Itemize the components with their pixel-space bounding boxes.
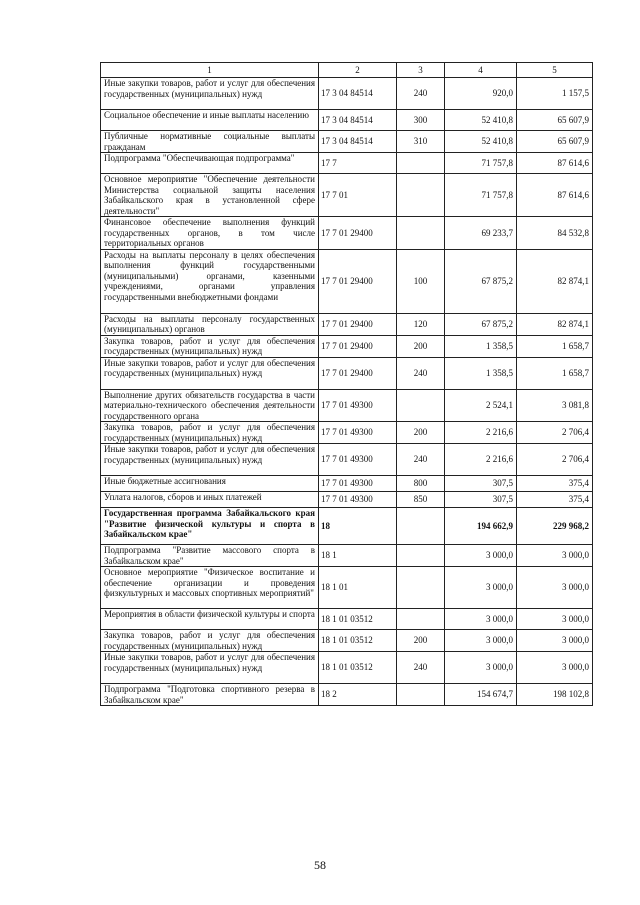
row-code-cell: 17 3 04 84514 xyxy=(319,78,397,110)
row-value-1-cell: 3 000,0 xyxy=(445,630,517,652)
row-kind-cell: 200 xyxy=(397,630,445,652)
row-code-cell: 17 7 01 29400 xyxy=(319,357,397,389)
row-value-1-cell: 2 524,1 xyxy=(445,389,517,422)
row-kind-cell: 310 xyxy=(397,131,445,153)
row-kind-cell: 120 xyxy=(397,313,445,335)
header-col-4: 4 xyxy=(445,63,517,78)
row-name-cell: Иные закупки товаров, работ и услуг для обеспечения государственных (муниципальных) нужд xyxy=(101,652,319,684)
row-kind-cell: 850 xyxy=(397,492,445,508)
row-value-1-cell: 3 000,0 xyxy=(445,545,517,567)
row-value-2-cell: 84 532,8 xyxy=(517,217,593,250)
row-value-2-cell: 1 658,7 xyxy=(517,335,593,357)
row-kind-cell: 100 xyxy=(397,249,445,313)
row-value-1-cell: 67 875,2 xyxy=(445,249,517,313)
row-name-cell: Закупка товаров, работ и услуг для обеспечения государственных (муниципальных) нужд xyxy=(101,335,319,357)
table-row xyxy=(101,110,593,131)
row-code-cell: 17 7 01 29400 xyxy=(319,335,397,357)
table-row xyxy=(101,174,593,217)
row-name-cell: Расходы на выплаты персоналу государственных (муниципальных) органов xyxy=(101,313,319,335)
row-code-cell: 17 7 01 49300 xyxy=(319,422,397,444)
row-value-1-cell: 194 662,9 xyxy=(445,508,517,545)
row-value-2-cell: 87 614,6 xyxy=(517,153,593,174)
table-row xyxy=(101,422,593,444)
row-kind-cell xyxy=(397,153,445,174)
row-name-cell: Расходы на выплаты персоналу в целях обеспечения выполнения функций государственными (муниципальными) органами, казенными учреждениями, органами управления государственными внебюджетными фондами xyxy=(101,249,319,313)
table-row xyxy=(101,476,593,492)
row-name-cell: Закупка товаров, работ и услуг для обеспечения государственных (муниципальных) нужд xyxy=(101,422,319,444)
table-row xyxy=(101,444,593,476)
row-name-cell: Социальное обеспечение и иные выплаты населению xyxy=(101,110,319,131)
row-value-1-cell: 52 410,8 xyxy=(445,110,517,131)
row-kind-cell xyxy=(397,217,445,250)
row-name-cell: Иные закупки товаров, работ и услуг для обеспечения государственных (муниципальных) нужд xyxy=(101,444,319,476)
table-row xyxy=(101,492,593,508)
row-value-1-cell: 154 674,7 xyxy=(445,684,517,706)
row-value-2-cell: 3 000,0 xyxy=(517,545,593,567)
row-kind-cell xyxy=(397,174,445,217)
row-name-cell: Государственная программа Забайкальского края "Развитие физической культуры и спорта в Забайкальском крае" xyxy=(101,508,319,545)
row-name-cell: Иные закупки товаров, работ и услуг для обеспечения государственных (муниципальных) нужд xyxy=(101,357,319,389)
header-row xyxy=(101,63,593,78)
row-value-1-cell: 920,0 xyxy=(445,78,517,110)
row-value-2-cell: 2 706,4 xyxy=(517,444,593,476)
row-kind-cell: 240 xyxy=(397,444,445,476)
row-value-1-cell: 3 000,0 xyxy=(445,567,517,609)
row-name-cell: Публичные нормативные социальные выплаты гражданам xyxy=(101,131,319,153)
row-value-1-cell: 2 216,6 xyxy=(445,444,517,476)
row-code-cell: 17 3 04 84514 xyxy=(319,131,397,153)
table-row xyxy=(101,630,593,652)
row-name-cell: Иные закупки товаров, работ и услуг для обеспечения государственных (муниципальных) нужд xyxy=(101,78,319,110)
row-value-2-cell: 375,4 xyxy=(517,476,593,492)
row-name-cell: Основное мероприятие "Физическое воспитание и обеспечение организации и проведения физкультурных и массовых спортивных мероприятий" xyxy=(101,567,319,609)
row-code-cell: 18 1 01 xyxy=(319,567,397,609)
table-row xyxy=(101,131,593,153)
table-row xyxy=(101,567,593,609)
row-name-cell: Выполнение других обязательств государства в части материально-технического обеспечения деятельности государственного органа xyxy=(101,389,319,422)
header-col-2: 2 xyxy=(319,63,397,78)
row-code-cell: 18 2 xyxy=(319,684,397,706)
row-name-cell: Основное мероприятие "Обеспечение деятельности Министерства социальной защиты населения Забайкальского края в установленной сфере деятельности" xyxy=(101,174,319,217)
header-col-5: 5 xyxy=(517,63,593,78)
table-row xyxy=(101,357,593,389)
row-code-cell: 17 7 01 29400 xyxy=(319,313,397,335)
row-name-cell: Подпрограмма "Подготовка спортивного резерва в Забайкальском крае" xyxy=(101,684,319,706)
page-number: 58 xyxy=(314,858,326,872)
row-value-1-cell: 1 358,5 xyxy=(445,335,517,357)
budget-table xyxy=(100,62,593,706)
table-row xyxy=(101,545,593,567)
row-value-2-cell: 1 658,7 xyxy=(517,357,593,389)
table-row xyxy=(101,249,593,313)
row-value-2-cell: 65 607,9 xyxy=(517,131,593,153)
table-row xyxy=(101,335,593,357)
row-value-2-cell: 3 000,0 xyxy=(517,567,593,609)
row-value-2-cell: 2 706,4 xyxy=(517,422,593,444)
row-value-1-cell: 71 757,8 xyxy=(445,153,517,174)
row-code-cell: 17 7 xyxy=(319,153,397,174)
table-row xyxy=(101,508,593,545)
row-code-cell: 17 7 01 49300 xyxy=(319,444,397,476)
row-value-2-cell: 82 874,1 xyxy=(517,313,593,335)
row-code-cell: 18 1 xyxy=(319,545,397,567)
row-kind-cell xyxy=(397,567,445,609)
row-code-cell: 18 1 01 03512 xyxy=(319,630,397,652)
row-kind-cell xyxy=(397,545,445,567)
row-kind-cell: 240 xyxy=(397,78,445,110)
row-code-cell: 17 7 01 49300 xyxy=(319,492,397,508)
row-name-cell: Мероприятия в области физической культуры и спорта xyxy=(101,609,319,630)
row-value-2-cell: 229 968,2 xyxy=(517,508,593,545)
table-row xyxy=(101,153,593,174)
row-value-1-cell: 52 410,8 xyxy=(445,131,517,153)
row-code-cell: 17 7 01 29400 xyxy=(319,249,397,313)
row-kind-cell: 800 xyxy=(397,476,445,492)
row-value-2-cell: 82 874,1 xyxy=(517,249,593,313)
row-value-2-cell: 65 607,9 xyxy=(517,110,593,131)
row-code-cell: 17 3 04 84514 xyxy=(319,110,397,131)
row-kind-cell xyxy=(397,684,445,706)
row-code-cell: 17 7 01 49300 xyxy=(319,389,397,422)
row-value-1-cell: 69 233,7 xyxy=(445,217,517,250)
row-name-cell: Подпрограмма "Обеспечивающая подпрограмма" xyxy=(101,153,319,174)
row-kind-cell xyxy=(397,389,445,422)
row-kind-cell: 240 xyxy=(397,652,445,684)
row-kind-cell: 200 xyxy=(397,422,445,444)
row-value-2-cell: 3 000,0 xyxy=(517,652,593,684)
row-code-cell: 18 1 01 03512 xyxy=(319,652,397,684)
table-row xyxy=(101,609,593,630)
row-value-1-cell: 1 358,5 xyxy=(445,357,517,389)
row-value-2-cell: 3 000,0 xyxy=(517,630,593,652)
row-value-1-cell: 71 757,8 xyxy=(445,174,517,217)
row-name-cell: Подпрограмма "Развитие массового спорта в Забайкальском крае" xyxy=(101,545,319,567)
header-col-1: 1 xyxy=(101,63,319,78)
row-value-1-cell: 3 000,0 xyxy=(445,609,517,630)
row-kind-cell: 240 xyxy=(397,357,445,389)
row-value-2-cell: 375,4 xyxy=(517,492,593,508)
row-name-cell: Финансовое обеспечение выполнения функций государственных органов, в том числе территориальных органов xyxy=(101,217,319,250)
row-code-cell: 17 7 01 xyxy=(319,174,397,217)
row-value-1-cell: 307,5 xyxy=(445,492,517,508)
table-row xyxy=(101,652,593,684)
row-value-1-cell: 2 216,6 xyxy=(445,422,517,444)
row-name-cell: Уплата налогов, сборов и иных платежей xyxy=(101,492,319,508)
row-value-2-cell: 3 000,0 xyxy=(517,609,593,630)
table-row xyxy=(101,78,593,110)
row-name-cell: Закупка товаров, работ и услуг для обеспечения государственных (муниципальных) нужд xyxy=(101,630,319,652)
table-row xyxy=(101,313,593,335)
row-kind-cell: 200 xyxy=(397,335,445,357)
row-code-cell: 18 xyxy=(319,508,397,545)
row-code-cell: 17 7 01 29400 xyxy=(319,217,397,250)
row-value-2-cell: 3 081,8 xyxy=(517,389,593,422)
row-value-1-cell: 3 000,0 xyxy=(445,652,517,684)
row-value-1-cell: 67 875,2 xyxy=(445,313,517,335)
table-row xyxy=(101,217,593,250)
row-code-cell: 17 7 01 49300 xyxy=(319,476,397,492)
row-name-cell: Иные бюджетные ассигнования xyxy=(101,476,319,492)
row-value-2-cell: 87 614,6 xyxy=(517,174,593,217)
header-col-3: 3 xyxy=(397,63,445,78)
row-kind-cell: 300 xyxy=(397,110,445,131)
row-value-2-cell: 1 157,5 xyxy=(517,78,593,110)
row-value-1-cell: 307,5 xyxy=(445,476,517,492)
row-kind-cell xyxy=(397,508,445,545)
row-value-2-cell: 198 102,8 xyxy=(517,684,593,706)
row-kind-cell xyxy=(397,609,445,630)
table-row xyxy=(101,389,593,422)
row-code-cell: 18 1 01 03512 xyxy=(319,609,397,630)
table-row xyxy=(101,684,593,706)
